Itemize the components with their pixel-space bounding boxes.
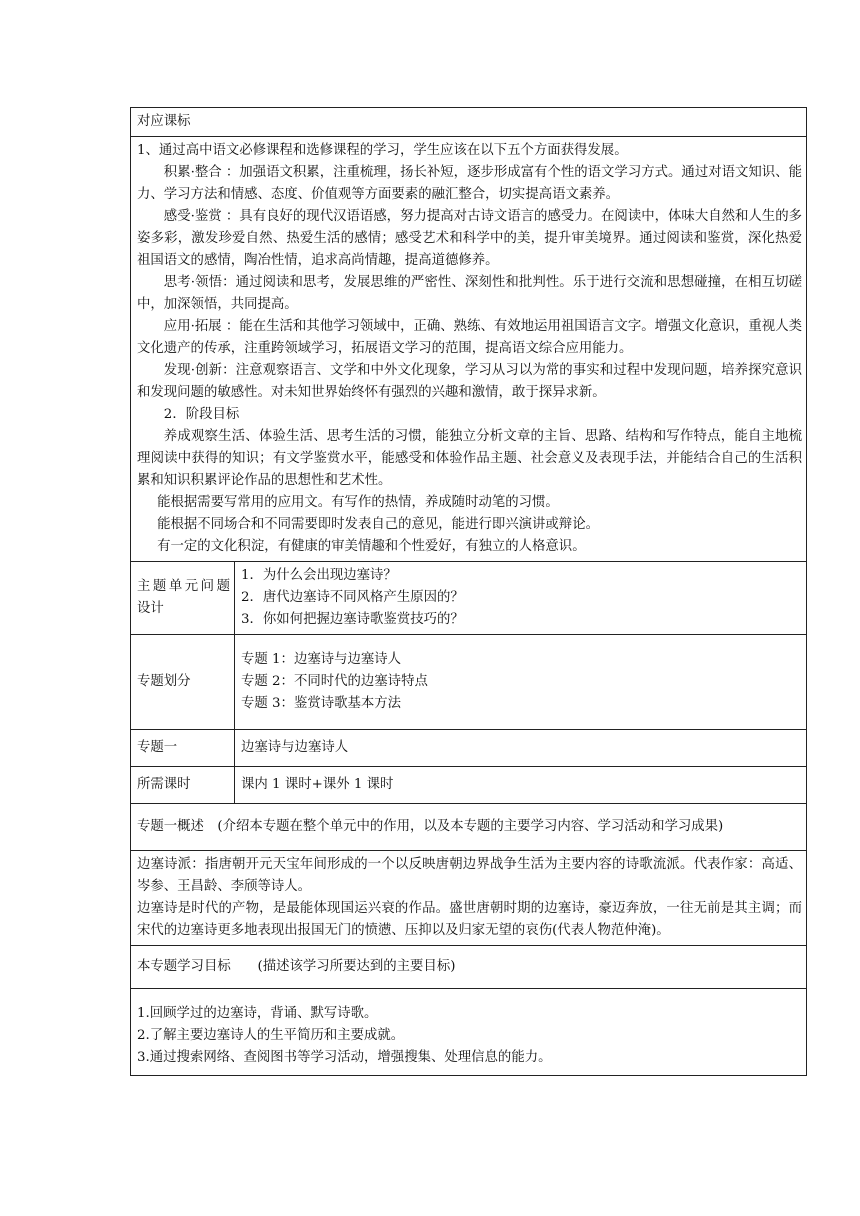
hours-row: [131, 767, 807, 804]
objective-item: 1.回顾学过的边塞诗，背诵、默写诗歌。: [137, 1006, 378, 1021]
objective-item: 3.通过搜索网络、查阅图书等学习活动，增强搜集、处理信息的能力。: [137, 1050, 552, 1065]
stage-item: 养成观察生活、体验生活、思考生活的习惯，能独立分析文章的主旨、思路、结构和写作特点，能自主地梳理阅读中获得的知识；有文学鉴赏水平，能感受和体验作品主题、社会意义及表现手法，并能结合自己的生活积累和知识积累评论作品的思想性和艺术性。: [137, 429, 802, 488]
standards-heading-row: [131, 108, 807, 137]
topic-item: 专题 2：不同时代的边塞诗特点: [241, 674, 428, 689]
standards-intro: 1、通过高中语文必修课程和选修课程的学习，学生应该在以下五个方面获得发展。: [137, 143, 628, 158]
topic-item: 专题 1：边塞诗与边塞诗人: [241, 652, 402, 667]
unit-question: 2．唐代边塞诗不同风格产生原因的？: [241, 590, 464, 605]
topic-one-row: [131, 730, 807, 767]
standards-item: 应用·拓展 ：能在生活和其他学习领域中，正确、熟练、有效地运用祖国语言文字。增强文化意识，重视人类文化遗产的传承，注重跨领域学习，拓展语文学习的范围，提高语文综合应用能力。: [137, 319, 802, 356]
overview-heading: 专题一概述 (介绍本专题在整个单元中的作用，以及本专题的主要学习内容、学习活动和学习成果): [131, 804, 807, 851]
unit-questions-label: 主题单元问题设计: [131, 562, 235, 635]
topic-one-label: 专题一: [131, 730, 235, 767]
hours-label: 所需课时: [131, 767, 235, 804]
hours-value: 课内 1 课时+课外 1 课时: [235, 767, 807, 804]
unit-question: 1．为什么会出现边塞诗？: [241, 568, 397, 583]
unit-question: 3．你如何把握边塞诗歌鉴赏技巧的？: [241, 612, 464, 627]
objectives-body: [131, 989, 807, 1076]
topics-row: [131, 635, 807, 730]
objectives-heading-row: [131, 946, 807, 989]
standards-body: [131, 137, 807, 562]
standards-item: 思考·领悟：通过阅读和思考，发展思维的严密性、深刻性和批判性。乐于进行交流和思想碰撞，在相互切磋中，加深领悟，共同提高。: [137, 275, 802, 312]
topic-one-value: 边塞诗与边塞诗人: [235, 730, 807, 767]
objectives-body-row: [131, 989, 807, 1076]
stage-heading: 2．阶段目标: [163, 407, 240, 422]
overview-paragraph: 边塞诗是时代的产物，是最能体现国运兴衰的作品。盛世唐朝时期的边塞诗，豪迈奔放，一往无前是其主调；而宋代的边塞诗更多地表现出报国无门的愤懑、压抑以及归家无望的哀伤(代表人物范仲淹)。: [137, 901, 802, 938]
objectives-heading: 本专题学习目标 (描述该学习所要达到的主要目标): [131, 946, 807, 989]
topics-list: [235, 635, 807, 730]
standards-body-row: [131, 137, 807, 562]
stage-item: 能根据不同场合和不同需要即时发表自己的意见，能进行即兴演讲或辩论。: [157, 517, 599, 532]
overview-body-row: [131, 851, 807, 946]
topics-label: 专题划分: [131, 635, 235, 730]
standards-heading: 对应课标: [131, 108, 807, 137]
overview-heading-row: [131, 804, 807, 851]
lesson-plan-table: [130, 107, 807, 1076]
objective-item: 2.了解主要边塞诗人的生平简历和主要成就。: [137, 1028, 405, 1043]
standards-item: 感受·鉴赏 ：具有良好的现代汉语语感，努力提高对古诗文语言的感受力。在阅读中，体味大自然和人生的多姿多彩，激发珍爱自然、热爱生活的感情；感受艺术和科学中的美，提升审美境界。通过阅读和鉴赏，深化热爱祖国语文的感情，陶冶性情，追求高尚情趣，提高道德修养。: [137, 209, 802, 268]
topic-item: 专题 3：鉴赏诗歌基本方法: [241, 696, 402, 711]
overview-body: [131, 851, 807, 946]
standards-item: 发现·创新：注意观察语言、文学和中外文化现象，学习从习以为常的事实和过程中发现问题，培养探究意识和发现问题的敏感性。对未知世界始终怀有强烈的兴趣和激情，敢于探异求新。: [137, 363, 802, 400]
standards-item: 积累·整合 ：加强语文积累，注重梳理，扬长补短，逐步形成富有个性的语文学习方式。通过对语文知识、能力、学习方法和情感、态度、价值观等方面要素的融汇整合，切实提高语文素养。: [137, 165, 802, 202]
stage-item: 有一定的文化积淀，有健康的审美情趣和个性爱好，有独立的人格意识。: [157, 539, 586, 554]
unit-questions-list: [235, 562, 807, 635]
overview-paragraph: 边塞诗派：指唐朝开元天宝年间形成的一个以反映唐朝边界战争生活为主要内容的诗歌流派。代表作家：高适、岑参、王昌龄、李颀等诗人。: [137, 857, 802, 894]
stage-item: 能根据需要写常用的应用文。有写作的热情，养成随时动笔的习惯。: [157, 495, 559, 510]
unit-questions-row: [131, 562, 807, 635]
